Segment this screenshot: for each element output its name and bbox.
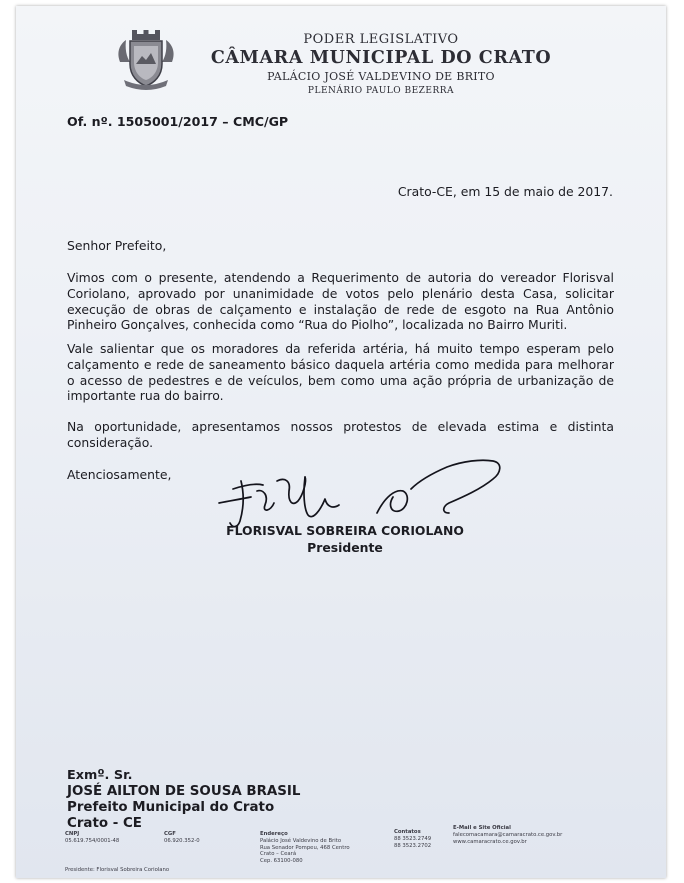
addressee-city: Crato - CE <box>67 816 142 831</box>
letterhead-line-1: PODER LEGISLATIVO <box>303 32 459 47</box>
body-paragraph: Na oportunidade, apresentamos nossos protestos de elevada estima e distinta consideração. <box>67 419 614 450</box>
footer-address: Endereço Palácio José Valdevino de Brito Rua Senador Pompeu, 468 Centro Crato – Ceará Cep. 63100-080 <box>260 831 350 865</box>
reference-number: Of. nº. 1505001/2017 – CMC/GP <box>67 114 289 129</box>
footer-cnpj: CNPJ 05.619.754/0001-48 <box>65 831 120 844</box>
letter-date: Crato-CE, em 15 de maio de 2017. <box>397 184 613 199</box>
body-paragraph: Vale salientar que os moradores da referida artéria, há muito tempo esperam pelo calçamento e rede de saneamento básico daquela artéria como medida para melhorar o acesso de pedestres e de veículos, bem como uma ação própria de urbanização de importante rua do bairro. <box>67 341 614 404</box>
salutation: Senhor Prefeito, <box>67 238 167 253</box>
letterhead-chamber-name: CÂMARA MUNICIPAL DO CRATO <box>210 48 552 68</box>
body-paragraph: Vimos com o presente, atendendo a Requerimento de autoria do vereador Florisval Coriolano, aprovado por unanimidade de votos pelo plenário desta Casa, solicitar execução de obras de calçamento e instalação de rede de esgoto na Rua Antônio Pinheiro Gonçalves, conhecida como “Rua do Piolho”, localizada no Bairro Muriti. <box>67 270 614 333</box>
letterhead-line-4: PLENÁRIO PAULO BEZERRA <box>307 86 455 96</box>
handwritten-signature <box>211 451 506 531</box>
addressee-name: JOSÉ AILTON DE SOUSA BRASIL <box>67 784 301 799</box>
addressee-title: Prefeito Municipal do Crato <box>67 800 275 815</box>
addressee-honorific: Exmº. Sr. <box>67 768 133 783</box>
footer-email-site: E-Mail e Site Oficial falecomacamara@camaracrato.ce.gov.br www.camaracrato.ce.gov.br <box>453 825 563 845</box>
letterhead-line-3: PALÁCIO JOSÉ VALDEVINO DE BRITO <box>267 70 495 83</box>
letter-page <box>16 6 666 878</box>
closing: Atenciosamente, <box>67 467 172 482</box>
signer-role: Presidente <box>307 540 383 555</box>
footer-cgf: CGF 06.920.352-0 <box>164 831 200 844</box>
footer-email[interactable]: falecomacamara@camaracrato.ce.gov.br <box>453 831 563 838</box>
footer-contacts: Contatos 88 3523.2749 88 3523.2702 <box>394 829 432 849</box>
footer-site-link[interactable]: www.camaracrato.ce.gov.br <box>453 838 527 845</box>
footer-president-note: Presidente: Florisval Sobreira Coriolano <box>65 867 170 873</box>
signer-name: FLORISVAL SOBREIRA CORIOLANO <box>226 523 464 538</box>
